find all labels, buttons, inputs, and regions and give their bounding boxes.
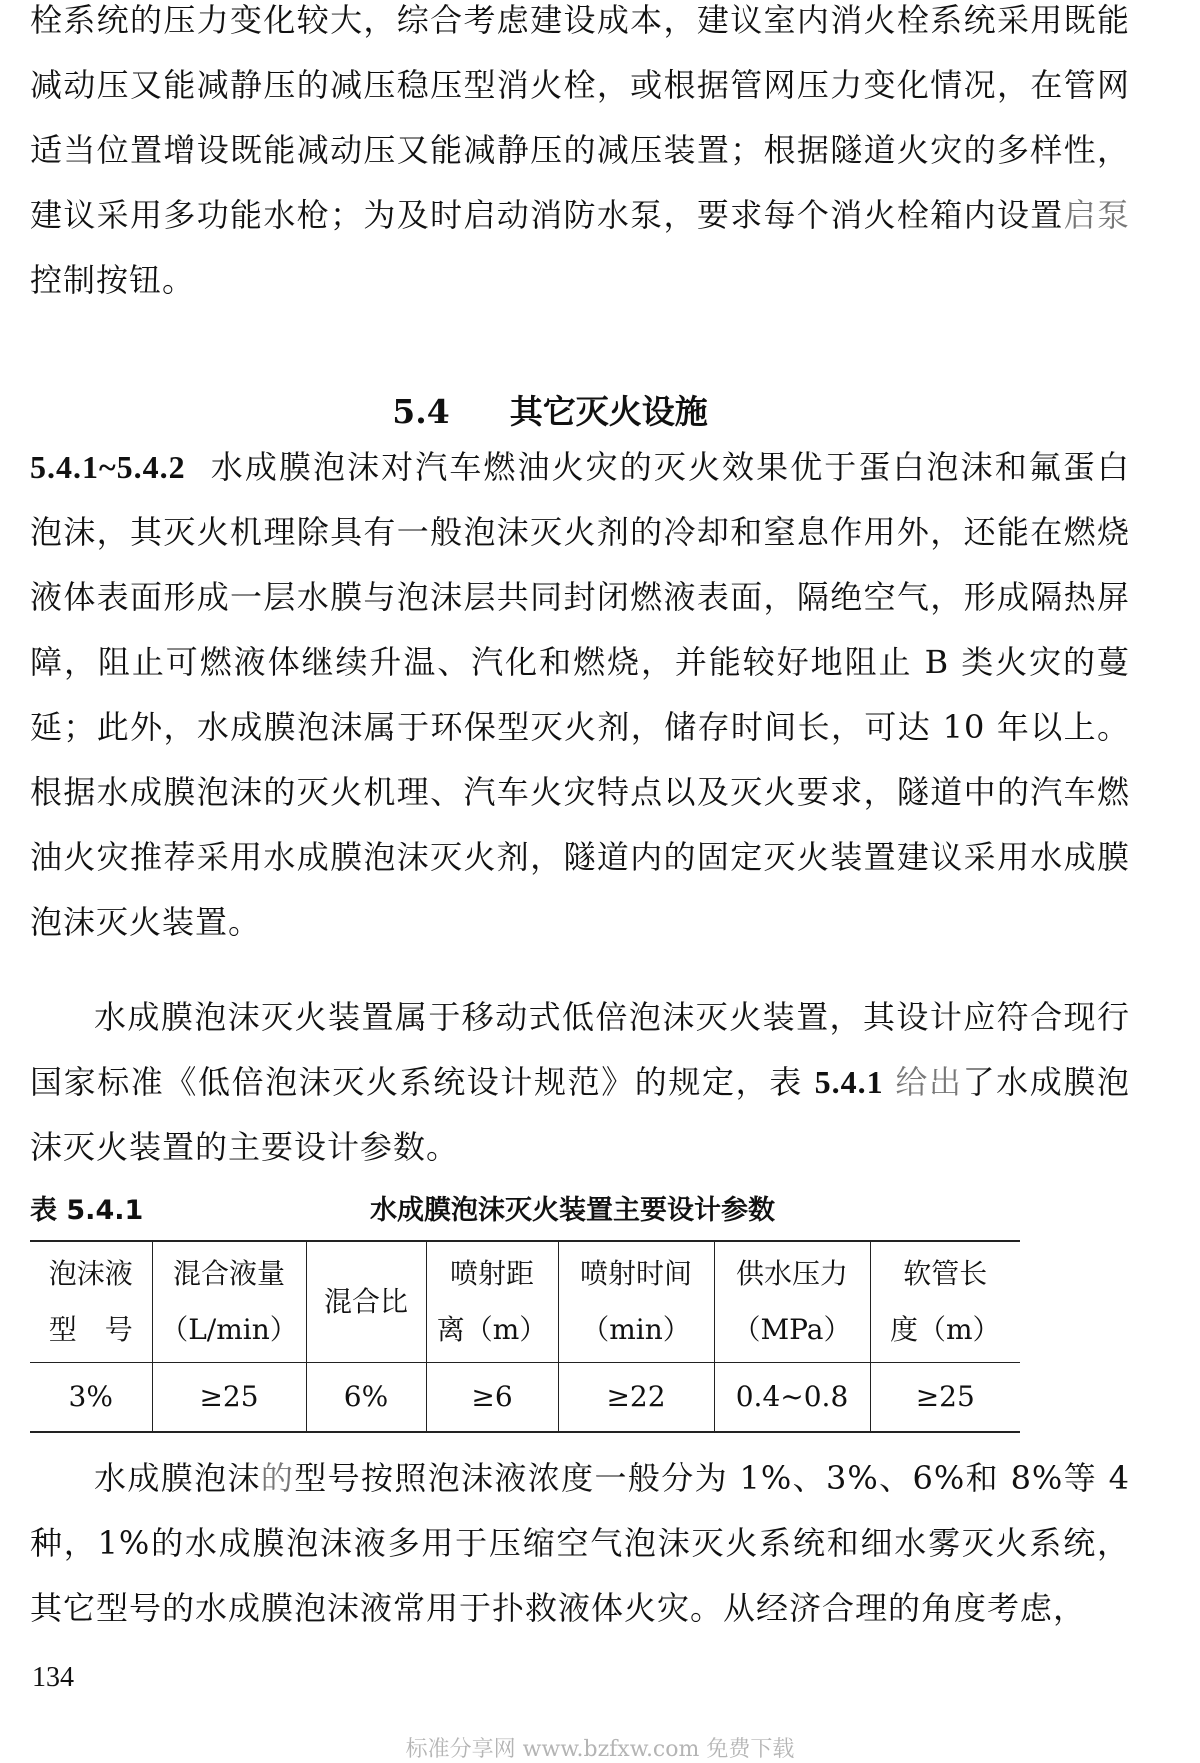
- table-title: 水成膜泡沫灭火装置主要设计参数: [370, 1195, 775, 1226]
- table-reference: 5.4.1: [814, 1064, 884, 1100]
- table-cell: ≥25: [152, 1363, 306, 1433]
- table-header-cell: 喷射时间 （min）: [558, 1241, 714, 1363]
- page-number: 134: [32, 1662, 74, 1693]
- paragraph-foam-device: [30, 985, 1130, 1180]
- table-label: 表 5.4.1: [30, 1195, 144, 1226]
- table-header-cell: 供水压力 （MPa）: [714, 1241, 870, 1363]
- paragraph-text: 栓系统的压力变化较大，综合考虑建设成本，建议室内消火栓系统采用既能减动压又能减静压的减压稳压型消火栓，或根据管网压力变化情况，在管网适当位置增设既能减动压又能减静压的减压装置；根据隧道火灾的多样性，建议采用多功能水枪；为及时启动消防水泵，要求每个消火栓箱内设置: [30, 1, 1130, 234]
- paragraph-foam-types: [30, 1446, 1130, 1641]
- paragraph-text: 水成膜泡沫对汽车燃油火灾的灭火效果优于蛋白泡沫和氟蛋白泡沫，其灭火机理除具有一般泡沫灭火剂的冷却和窒息作用外，还能在燃烧液体表面形成一层水膜与泡沫层共同封闭燃液表面，隔绝空气，形成隔热屏障，阻止可燃液体继续升温、汽化和燃烧，并能较好地阻止 B 类火灾的蔓延；此外，水成膜泡沫属于环保型灭火剂，储存时间长，可达 10 年以上。根据水成膜泡沫的灭火机理、汽车火灾特点以及灭火要求，隧道中的汽车燃油火灾推荐采用水成膜泡沫灭火剂，隧道内的固定灭火装置建议采用水成膜泡沫灭火装置。: [30, 448, 1130, 941]
- watermark: 标准分享网 www.bzfxw.com 免费下载: [405, 1737, 795, 1762]
- highlight-text: 启泵: [1063, 196, 1130, 234]
- table-header-cell: 泡沫液 型 号: [30, 1241, 152, 1363]
- table-header-cell: 喷射距 离（m）: [426, 1241, 558, 1363]
- design-parameters-table: [30, 1240, 1020, 1433]
- table-caption: [30, 1188, 1030, 1228]
- section-title: 其它灭火设施: [509, 392, 708, 431]
- table-row: [30, 1363, 1020, 1433]
- paragraph-text: 水成膜泡沫: [94, 1459, 261, 1497]
- paragraph-text: 了水成膜泡沫灭火装置的主要设计参数。: [30, 1063, 1130, 1166]
- table-cell: ≥25: [870, 1363, 1020, 1433]
- paragraph-text: 水成膜泡沫灭火装置属于移动式低倍泡沫灭火装置，其设计应符合现行国家标准《低倍泡沫灭火系统设计规范》的规定，表: [30, 998, 1130, 1101]
- paragraph-text: 型号按照泡沫液浓度一般分为 1%、3%、6%和 8%等 4 种，1%的水成膜泡沫液多用于压缩空气泡沫灭火系统和细水雾灭火系统，其它型号的水成膜泡沫液常用于扑救液体火灾。从经济合理的角度考虑，: [30, 1459, 1130, 1627]
- table-header-cell: 软管长 度（m）: [870, 1241, 1020, 1363]
- table-cell: ≥22: [558, 1363, 714, 1433]
- table-header-cell: 混合比: [306, 1241, 426, 1363]
- table-cell: 0.4~0.8: [714, 1363, 870, 1433]
- table-cell: 3%: [30, 1363, 152, 1433]
- highlight-text: 给出: [895, 1063, 963, 1101]
- paragraph-foam-mechanism: [30, 435, 1130, 955]
- paragraph-text: 控制按钮。: [30, 261, 196, 299]
- table-header-row: [30, 1241, 1020, 1363]
- table-header-cell: 混合液量 （L/min）: [152, 1241, 306, 1363]
- table-cell: ≥6: [426, 1363, 558, 1433]
- paragraph-hydrant-system: [30, 0, 1130, 313]
- table-cell: 6%: [306, 1363, 426, 1433]
- highlight-text: 的: [260, 1459, 295, 1497]
- section-number: 5.4: [392, 392, 450, 431]
- clause-label: 5.4.1~5.4.2: [30, 449, 186, 485]
